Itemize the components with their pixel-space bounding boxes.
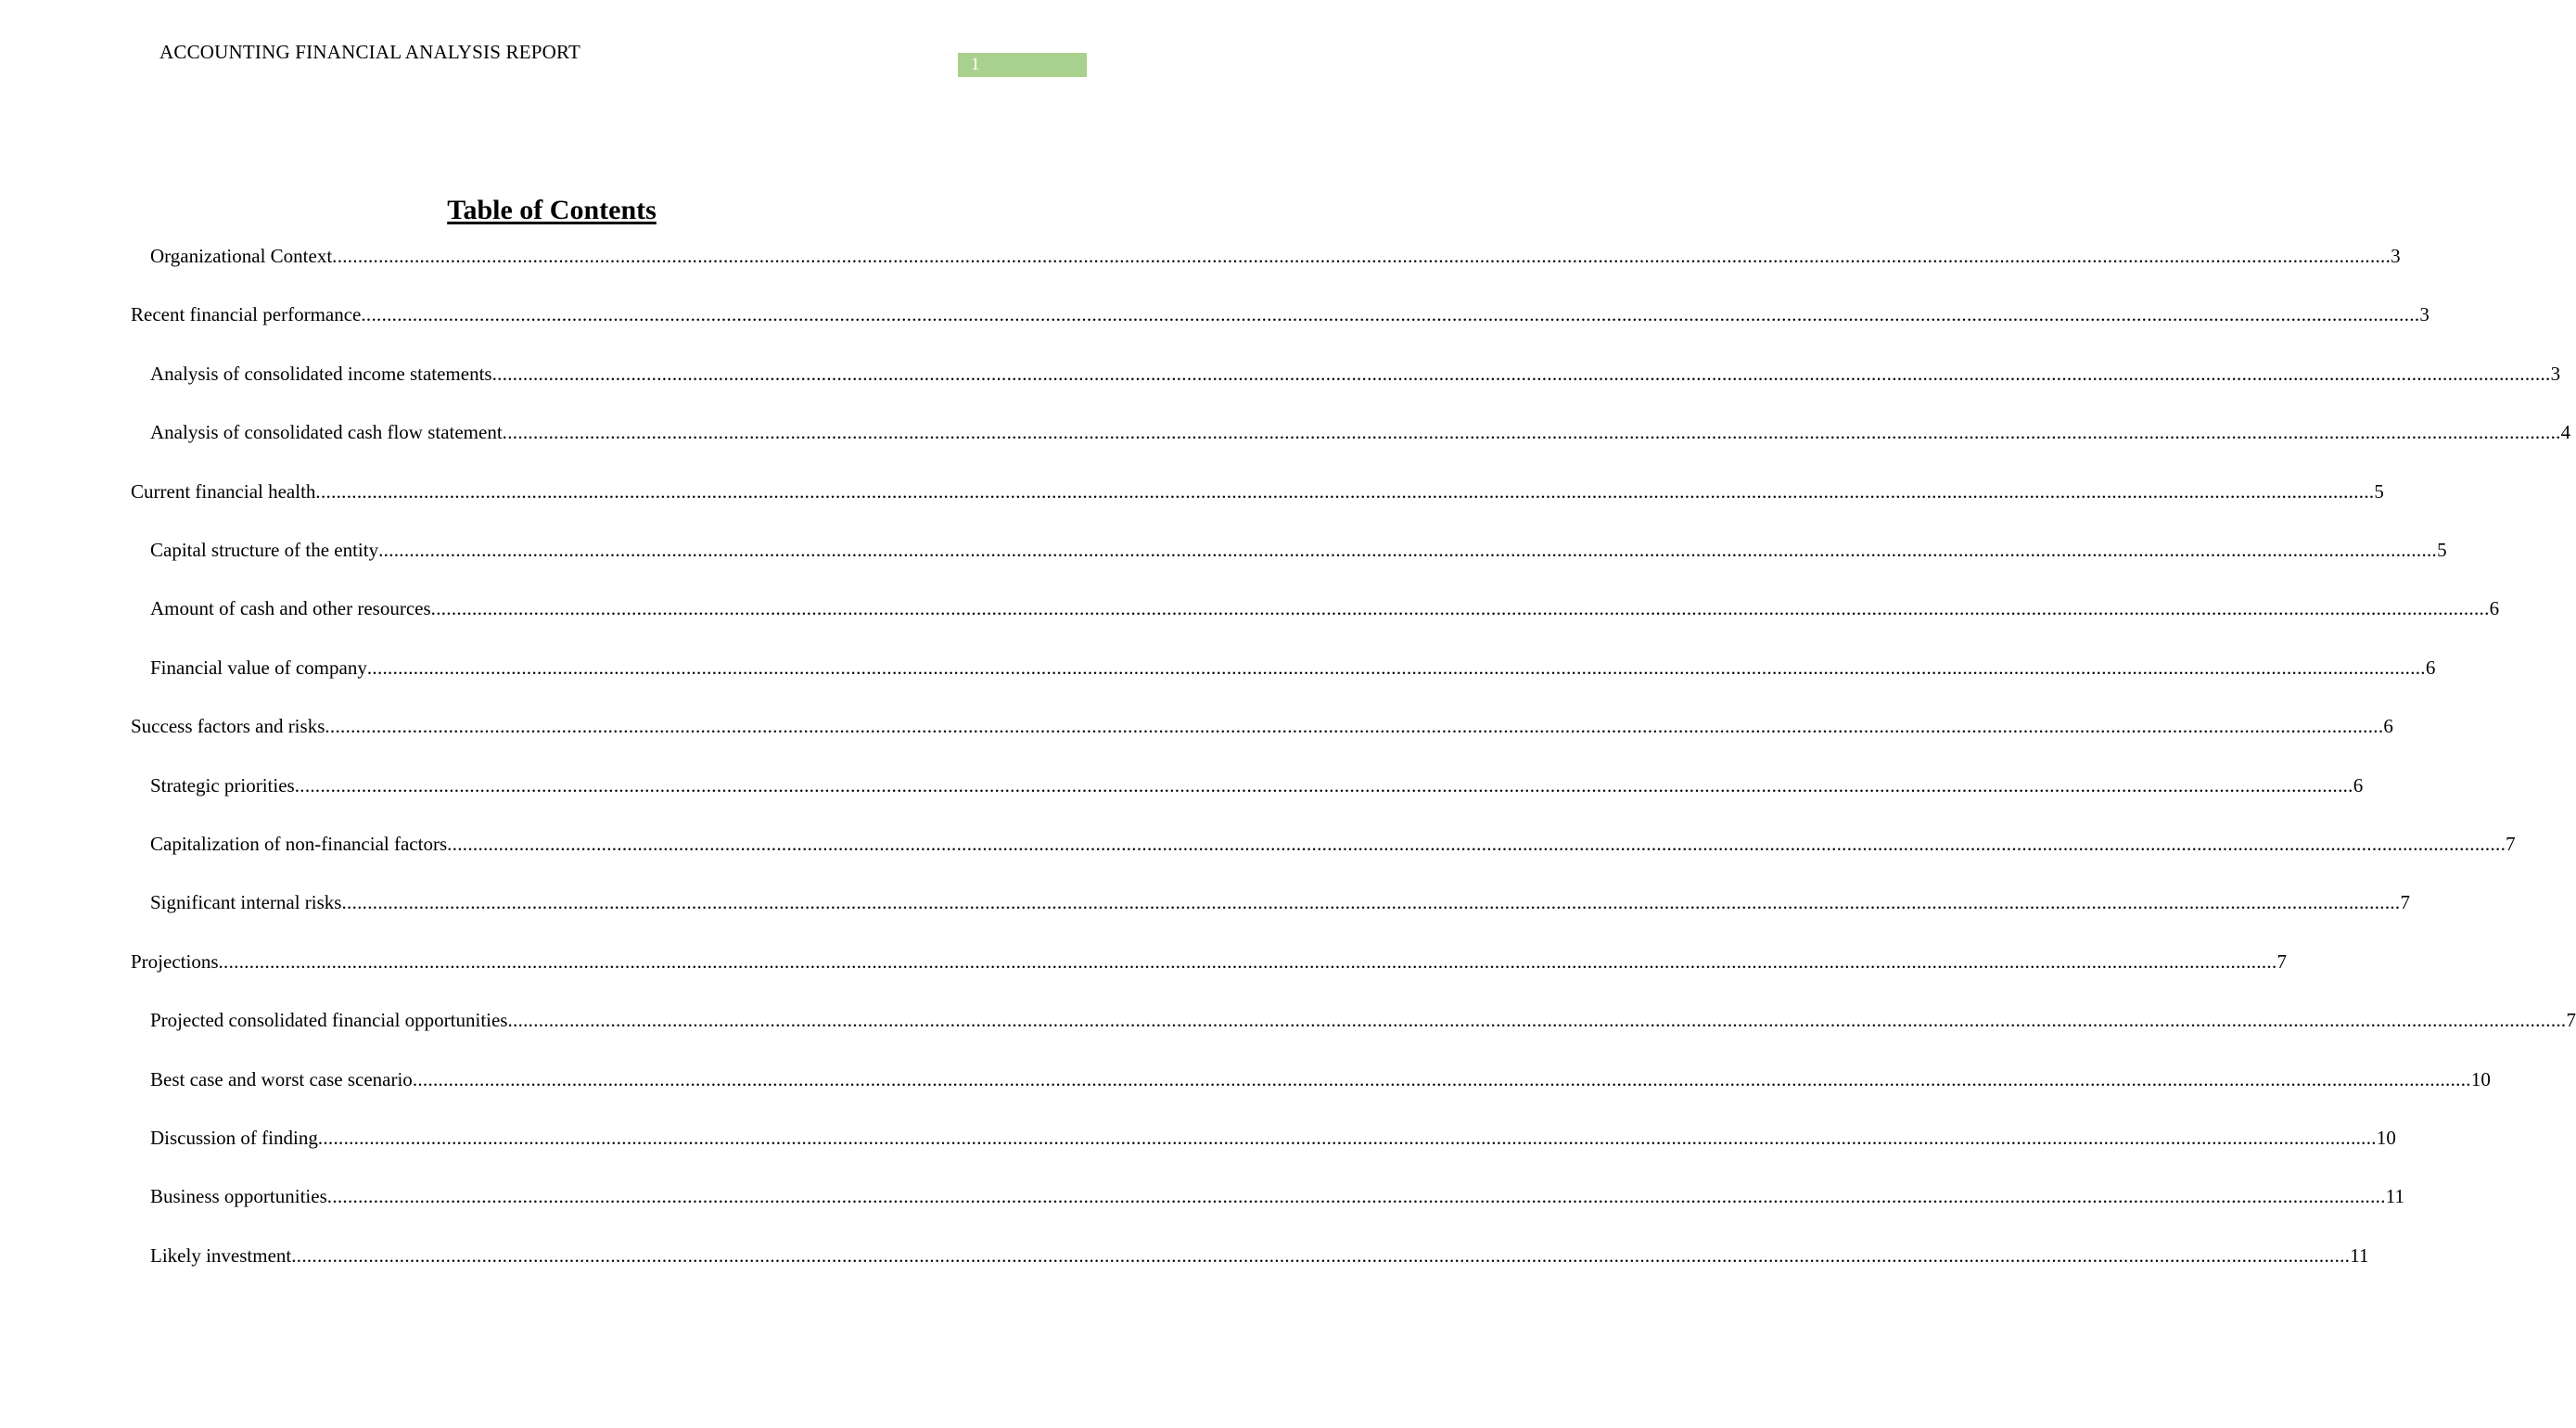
toc-dot-leader: ................................................................................................................................................................................................................................................................................................................................................................................................................ xyxy=(326,1185,2386,1208)
toc-entry[interactable] xyxy=(150,888,2410,916)
toc-dot-leader: ................................................................................................................................................................................................................................................................................................................................................................................................................ xyxy=(502,421,2561,444)
toc-dot-leader: ................................................................................................................................................................................................................................................................................................................................................................................................................ xyxy=(341,891,2401,914)
toc-entry-page: 10 xyxy=(2470,1067,2491,1090)
toc-entry-label: Analysis of consolidated income statements xyxy=(150,362,492,385)
toc-entry-label: Financial value of company xyxy=(150,656,367,679)
toc-entry-page: 6 xyxy=(2353,773,2364,797)
toc-entry-page: 11 xyxy=(2350,1243,2369,1267)
toc-entry-label: Current financial health xyxy=(131,479,316,503)
toc-entry[interactable] xyxy=(150,594,2500,622)
toc-dot-leader: ................................................................................................................................................................................................................................................................................................................................................................................................................ xyxy=(317,1127,2377,1149)
toc-entry-page: 3 xyxy=(2419,303,2429,326)
toc-entry-page: 10 xyxy=(2376,1127,2396,1149)
toc-entry-page: 7 xyxy=(2506,833,2516,855)
toc-entry[interactable] xyxy=(150,1006,2576,1034)
toc-entry[interactable] xyxy=(150,654,2436,682)
toc-entry-label: Projections xyxy=(131,950,219,973)
toc-dot-leader: ................................................................................................................................................................................................................................................................................................................................................................................................................ xyxy=(412,1067,2471,1090)
toc-entry[interactable] xyxy=(150,1242,2369,1269)
toc-entry[interactable] xyxy=(131,300,2429,328)
toc-entry-page: 4 xyxy=(2560,421,2571,444)
toc-entry[interactable] xyxy=(150,1065,2491,1093)
toc-entry-label: Capitalization of non-financial factors xyxy=(150,833,448,855)
toc-entry[interactable] xyxy=(150,771,2364,799)
toc-entry-label: Discussion of finding xyxy=(150,1127,318,1149)
toc-entry[interactable] xyxy=(150,536,2447,564)
toc-entry-page: 7 xyxy=(2400,891,2410,914)
toc-entry[interactable] xyxy=(131,948,2287,975)
toc-entry[interactable] xyxy=(150,418,2571,446)
toc-entry[interactable] xyxy=(150,830,2516,858)
toc-dot-leader: ................................................................................................................................................................................................................................................................................................................................................................................................................ xyxy=(218,950,2277,973)
toc-entry-label: Success factors and risks xyxy=(131,715,325,738)
toc-entry-label: Likely investment xyxy=(150,1243,292,1267)
toc-entry[interactable] xyxy=(131,712,2393,740)
toc-entry-label: Projected consolidated financial opportunities xyxy=(150,1009,508,1032)
toc-entry[interactable] xyxy=(131,478,2384,505)
toc-entry-page: 11 xyxy=(2385,1185,2404,1208)
toc-dot-leader: ................................................................................................................................................................................................................................................................................................................................................................................................................ xyxy=(325,715,2384,738)
toc-entry-page: 3 xyxy=(2391,245,2401,267)
toc-dot-leader: ................................................................................................................................................................................................................................................................................................................................................................................................................ xyxy=(507,1009,2567,1032)
toc-entry-label: Capital structure of the entity xyxy=(150,539,379,561)
toc-dot-leader: ................................................................................................................................................................................................................................................................................................................................................................................................................ xyxy=(447,833,2506,855)
page-number-badge: 1 xyxy=(958,53,1087,77)
toc-entry-page: 6 xyxy=(2425,656,2436,679)
toc-dot-leader: ................................................................................................................................................................................................................................................................................................................................................................................................................ xyxy=(294,773,2353,797)
toc-entry-page: 5 xyxy=(2437,539,2447,561)
toc-entry-page: 5 xyxy=(2374,479,2384,503)
toc-dot-leader: ................................................................................................................................................................................................................................................................................................................................................................................................................ xyxy=(332,245,2391,267)
toc-entry-page: 3 xyxy=(2550,362,2561,385)
toc-entry-page: 6 xyxy=(2383,715,2393,738)
toc-entry[interactable] xyxy=(150,242,2401,270)
toc-dot-leader: ................................................................................................................................................................................................................................................................................................................................................................................................................ xyxy=(315,479,2375,503)
toc-dot-leader: ................................................................................................................................................................................................................................................................................................................................................................................................................ xyxy=(430,597,2490,620)
toc-entry[interactable] xyxy=(150,1124,2396,1152)
toc-entry-label: Recent financial performance xyxy=(131,303,362,326)
toc-entry-label: Analysis of consolidated cash flow statement xyxy=(150,421,503,444)
running-head: ACCOUNTING FINANCIAL ANALYSIS REPORT xyxy=(159,41,580,63)
toc-entry-label: Organizational Context xyxy=(150,245,333,267)
toc-entry-label: Strategic priorities xyxy=(150,773,295,797)
toc-entry-page: 6 xyxy=(2489,597,2500,620)
toc-entry[interactable] xyxy=(150,360,2561,388)
toc-entry-label: Business opportunities xyxy=(150,1185,327,1208)
toc-dot-leader: ................................................................................................................................................................................................................................................................................................................................................................................................................ xyxy=(291,1243,2351,1267)
toc-entry[interactable] xyxy=(150,1182,2404,1210)
toc-dot-leader: ................................................................................................................................................................................................................................................................................................................................................................................................................ xyxy=(361,303,2420,326)
toc-entry-label: Best case and worst case scenario xyxy=(150,1067,413,1090)
toc-dot-leader: ................................................................................................................................................................................................................................................................................................................................................................................................................ xyxy=(491,362,2551,385)
toc-title: Table of Contents xyxy=(447,195,657,225)
toc-entry-page: 7 xyxy=(2276,950,2287,973)
toc-entry-label: Amount of cash and other resources xyxy=(150,597,431,620)
toc-dot-leader: ................................................................................................................................................................................................................................................................................................................................................................................................................ xyxy=(378,539,2438,561)
toc-entry-page: 7 xyxy=(2566,1009,2576,1032)
toc-dot-leader: ................................................................................................................................................................................................................................................................................................................................................................................................................ xyxy=(366,656,2426,679)
toc-entry-label: Significant internal risks xyxy=(150,891,342,914)
